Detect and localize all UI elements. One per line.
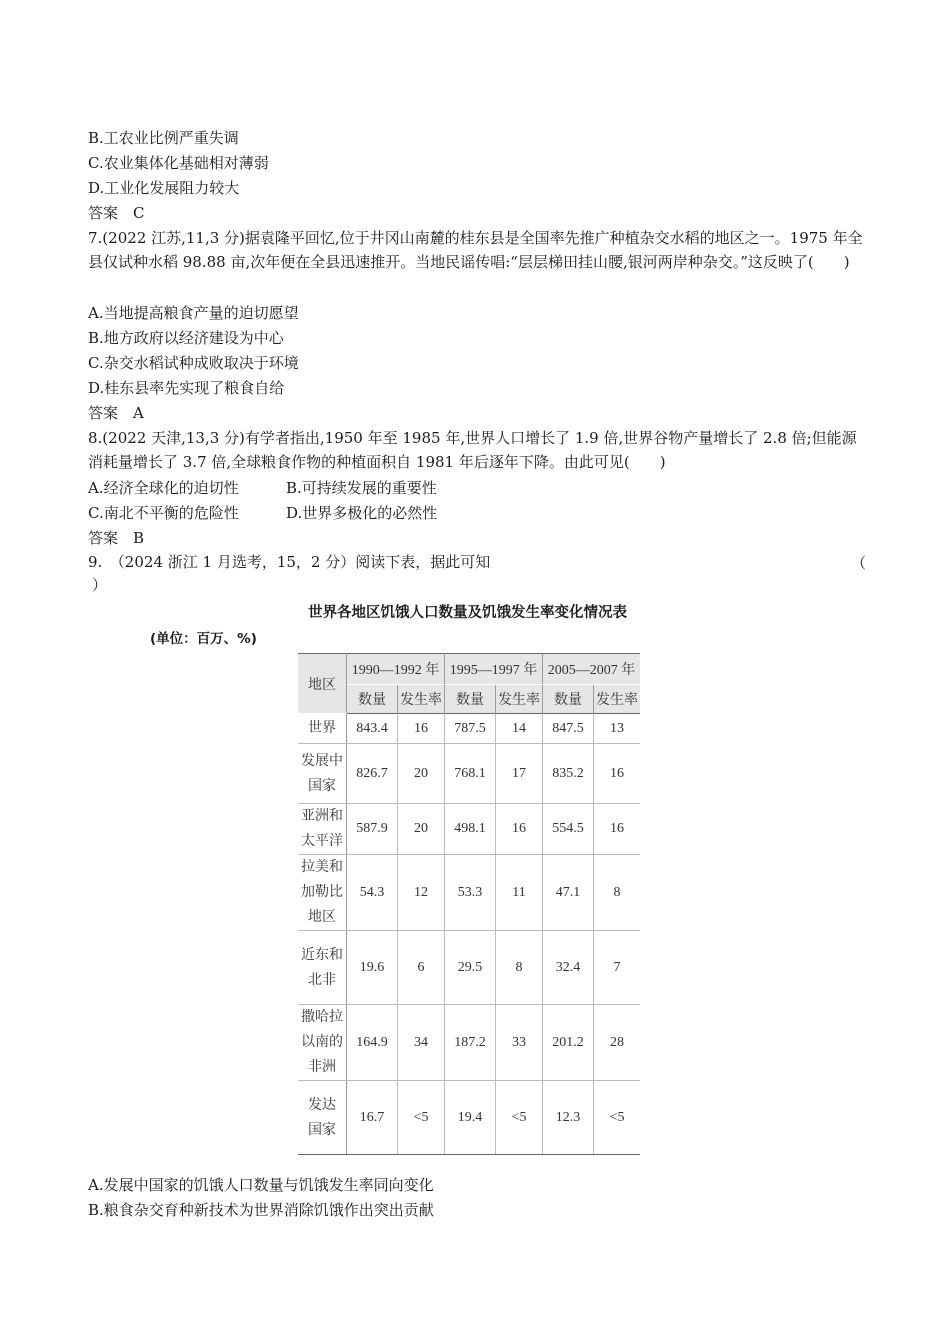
q8-option-c: C.南北不平衡的危险性 (88, 504, 239, 522)
region-label-line: 以南的 (301, 1035, 343, 1050)
table-row (298, 1081, 640, 1155)
rate-cell: 16 (594, 744, 641, 804)
q9-paren-close: ） (92, 576, 108, 594)
count-cell: 47.1 (543, 855, 594, 931)
q7-option-c: C.杂交水稻试种成败取决于环境 (88, 354, 299, 372)
q8-option-a: A.经济全球化的迫切性 (88, 479, 239, 497)
region-label-line: 太平洋 (301, 834, 343, 849)
column-header-period: 2005—2007 年 (543, 654, 641, 685)
count-cell: 768.1 (445, 744, 496, 804)
region-cell (298, 1081, 347, 1155)
count-cell: 826.7 (347, 744, 398, 804)
count-cell: 16.7 (347, 1081, 398, 1155)
region-label-line: 地区 (308, 910, 336, 925)
table-unit: (单位：百万、%) (150, 631, 257, 647)
q9-option-b: B.粮食杂交育种新技术为世界消除饥饿作出突出贡献 (88, 1201, 434, 1219)
count-cell: 53.3 (445, 855, 496, 931)
rate-cell: 12 (398, 855, 445, 931)
count-cell: 554.5 (543, 804, 594, 855)
region-label-line: 世界 (308, 721, 336, 736)
count-cell: 29.5 (445, 931, 496, 1005)
table-title: 世界各地区饥饿人口数量及饥饿发生率变化情况表 (308, 605, 627, 621)
rate-cell: 33 (496, 1005, 543, 1081)
table-row (298, 855, 640, 931)
column-header-period: 1995—1997 年 (445, 654, 543, 685)
rate-cell: 8 (594, 855, 641, 931)
region-label-line: 发展中 (301, 753, 343, 769)
q8-option-d: D.世界多极化的必然性 (286, 504, 438, 522)
q9-option-a: A.发展中国家的饥饿人口数量与饥饿发生率同向变化 (88, 1176, 434, 1194)
region-label-line: 发达 (308, 1097, 336, 1113)
q7-answer: 答案 A (88, 404, 144, 422)
column-header-count: 数量 (347, 685, 398, 714)
count-cell: 787.5 (445, 714, 496, 744)
region-cell (298, 1005, 347, 1081)
rate-cell: 13 (594, 714, 641, 744)
region-label-line: 北非 (308, 972, 336, 988)
q6-option-c: C.农业集体化基础相对薄弱 (88, 154, 269, 172)
column-header-rate: 发生率 (496, 685, 543, 714)
rate-cell: 14 (496, 714, 543, 744)
region-cell (298, 744, 347, 804)
region-label-line: 国家 (308, 778, 336, 794)
rate-cell: 28 (594, 1005, 641, 1081)
count-cell: 847.5 (543, 714, 594, 744)
region-cell (298, 804, 347, 855)
count-cell: 201.2 (543, 1005, 594, 1081)
rate-cell: 7 (594, 931, 641, 1005)
q9-stem: 9. （2024 浙江 1 月选考，15，2 分）阅读下表，据此可知 (88, 553, 491, 571)
q8-stem: 8.(2022 天津,13,3 分)有学者指出,1950 年至 1985 年,世界人口增长了 1.9 倍,世界谷物产量增长了 2.8 倍;但能源消耗量增长了 3.7 倍,全球粮食作物的种植面积自 1981 年后逐年下降。由此可见( ) (88, 429, 857, 471)
q8-option-b: B.可持续发展的重要性 (286, 479, 437, 497)
region-cell (298, 714, 347, 744)
q7-option-b: B.地方政府以经济建设为中心 (88, 329, 284, 347)
count-cell: 19.4 (445, 1081, 496, 1155)
rate-cell: <5 (398, 1081, 445, 1155)
count-cell: 498.1 (445, 804, 496, 855)
table-row (298, 714, 640, 744)
rate-cell: 8 (496, 931, 543, 1005)
region-label-line: 近东和 (301, 947, 343, 963)
region-label-line: 非洲 (308, 1060, 336, 1075)
rate-cell: 16 (496, 804, 543, 855)
table-row (298, 744, 640, 804)
rate-cell: 16 (398, 714, 445, 744)
q7-option-a: A.当地提高粮食产量的迫切愿望 (88, 304, 299, 322)
region-label-line: 国家 (308, 1122, 336, 1138)
count-cell: 164.9 (347, 1005, 398, 1081)
q8-answer: 答案 B (88, 529, 145, 547)
rate-cell: 20 (398, 804, 445, 855)
column-header-count: 数量 (445, 685, 496, 714)
rate-cell: 6 (398, 931, 445, 1005)
rate-cell: <5 (496, 1081, 543, 1155)
q6-answer: 答案 C (88, 204, 145, 222)
q7-option-d: D.桂东县率先实现了粮食自给 (88, 379, 285, 397)
rate-cell: <5 (594, 1081, 641, 1155)
region-label-line: 撒哈拉 (301, 1010, 343, 1025)
region-cell (298, 855, 347, 931)
count-cell: 19.6 (347, 931, 398, 1005)
q9-paren-open: （ (851, 554, 867, 572)
column-header-count: 数量 (543, 685, 594, 714)
q7-stem: 7.(2022 江苏,11,3 分)据袁隆平回忆,位于井冈山南麓的桂东县是全国率先推广种植杂交水稻的地区之一。1975 年全县仅试种水稻 98.88 亩,次年便在全县迅速推开。当地民谣传唱:“层层梯田挂山腰,银河两岸种杂交。”这反映了( ) (88, 229, 863, 271)
count-cell: 835.2 (543, 744, 594, 804)
hunger-table (298, 653, 640, 1155)
column-header-rate: 发生率 (594, 685, 641, 714)
table-row (298, 804, 640, 855)
rate-cell: 16 (594, 804, 641, 855)
q6-option-b: B.工农业比例严重失调 (88, 129, 239, 147)
region-label-line: 亚洲和 (301, 809, 343, 824)
table-row (298, 931, 640, 1005)
region-label-line: 拉美和 (301, 860, 343, 875)
count-cell: 32.4 (543, 931, 594, 1005)
rate-cell: 11 (496, 855, 543, 931)
count-cell: 54.3 (347, 855, 398, 931)
column-header-period: 1990—1992 年 (347, 654, 445, 685)
column-header-region: 地区 (298, 654, 347, 714)
q6-option-d: D.工业化发展阻力较大 (88, 179, 240, 197)
count-cell: 12.3 (543, 1081, 594, 1155)
rate-cell: 20 (398, 744, 445, 804)
region-label-line: 加勒比 (301, 885, 343, 900)
count-cell: 187.2 (445, 1005, 496, 1081)
rate-cell: 34 (398, 1005, 445, 1081)
column-header-rate: 发生率 (398, 685, 445, 714)
table-row (298, 1005, 640, 1081)
rate-cell: 17 (496, 744, 543, 804)
region-cell (298, 931, 347, 1005)
count-cell: 587.9 (347, 804, 398, 855)
count-cell: 843.4 (347, 714, 398, 744)
